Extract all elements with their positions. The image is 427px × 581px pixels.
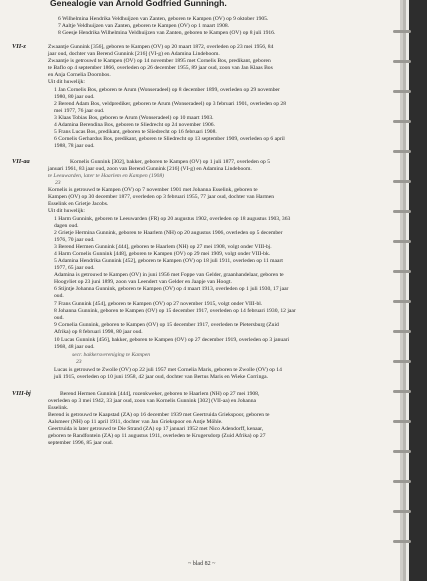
list-item: 8 Geesje Hendrika Wilhelmina Veldhuijzen van Zanten, geboren te Kampen (OV) op 8 juli 1916. bbox=[58, 30, 276, 36]
paragraph-line: Berend Hermen Gunnink [444], rozenkweker, geboren te Haarlem (NH) op 27 mei 1908, bbox=[60, 391, 260, 397]
binding-ring bbox=[393, 450, 411, 453]
paragraph-line: Kornelis is getrouwd te Kampen (OV) op 7 november 1901 met Johanna Esselink, geboren te bbox=[48, 187, 258, 193]
binding-ring bbox=[393, 360, 411, 363]
binding-ring bbox=[393, 480, 411, 483]
paragraph-line: Uit dit huwelijk: bbox=[48, 208, 85, 214]
page-header: Genealogie van Arnold Godfried Gunningh. bbox=[50, 0, 227, 8]
list-item: Hoogvliet op 23 juni 1899, zoon van Leendert van Gelder en Jaapje van Hoogt. bbox=[54, 279, 232, 285]
list-item: 2 Grietje Hermina Gunnink, geboren te Haarlem (NH) op 20 augustus 1906, overleden op 5 december bbox=[54, 230, 283, 236]
paragraph-line: januari 1961, 83 jaar oud, zoon van Berend Gunnink [216] (VI-g) en Adamina Lindeboom. bbox=[48, 166, 252, 172]
paragraph-line: Aalsmeer (NH) op 11 april 1911, dochter van Jan Griekspoor en Antje Möhle. bbox=[48, 419, 223, 425]
paragraph-line: te Baflo op 4 september 1866, overleden op 26 december 1955, 89 jaar oud, zoon van Jan Klaas Bos bbox=[48, 65, 273, 71]
binding-ring bbox=[393, 330, 411, 333]
list-item: 1977, 65 jaar oud. bbox=[54, 265, 95, 271]
list-item: 9 Cornelia Gunnink, geboren te Kampen (OV) op 15 december 1917, overleden te Pietersburg (Zuid bbox=[54, 322, 279, 328]
paragraph-line: Zwaantje Gunnink [356], geboren te Kampen (OV) op 20 maart 1872, overleden op 23 mei 1956, 84 bbox=[48, 44, 274, 50]
list-item: 5 Frans Lucas Bos, predikant, geboren te Sliedrecht op 16 februari 1908. bbox=[54, 129, 217, 135]
paragraph-line: september 1996, 85 jaar oud. bbox=[48, 440, 113, 446]
paragraph-line: jaar oud, dochter van Berend Gunnink [216] (VI-g) en Adamina Lindeboom. bbox=[48, 51, 220, 57]
paragraph-line: Kampen (OV) op 30 december 1877, overleden op 3 februari 1955, 77 jaar oud, dochter van Harmen bbox=[48, 194, 275, 200]
list-item: 8 Johanna Gunnink, geboren te Kampen (OV) op 15 december 1917, overleden op 14 februari 1930, 12 jaar bbox=[54, 308, 296, 314]
paragraph-line: Zwaantje is getrouwd te Kampen (OV) op 14 november 1895 met Cornelis Bos, predikant, geboren bbox=[48, 58, 271, 64]
binding-ring bbox=[393, 420, 411, 423]
binding-ring bbox=[393, 300, 411, 303]
list-item: 3 Berend Hermen Gunnink [444], geboren te Haarlem (NH) op 27 mei 1908, volgt onder VIII-bj. bbox=[54, 244, 272, 250]
binding-ring bbox=[393, 540, 411, 543]
list-item: 1 Jan Cornelis Bos, geboren te Arum (Wonseradeel) op 8 december 1899, overleden op 29 november bbox=[54, 87, 280, 93]
generation-label: VII-aa bbox=[12, 158, 30, 165]
list-item: 1976, 70 jaar oud. bbox=[54, 237, 95, 243]
binding-ring bbox=[393, 60, 411, 63]
list-item: Adamina is getrouwd te Kampen (OV) in juni 1956 met Foppe van Gelder, graanhandelaar, geboren te bbox=[54, 272, 284, 278]
list-item: 6 Cornelis Gerhardus Bos, predikant, geboren te Sliedrecht op 13 september 1909, overleden op 6 april bbox=[54, 136, 285, 142]
page-footer: ~ blad 82 ~ bbox=[188, 561, 216, 567]
binding-ring bbox=[393, 390, 411, 393]
list-item: 7 Aaltje Veldhuijzen van Zanten, geboren te Kampen (OV) op 1 maart 1908. bbox=[58, 23, 230, 29]
list-item: 10 Lucas Gunnink [456], bakker, geboren te Kampen (OV) op 27 december 1919, overleden op 3 januari bbox=[54, 337, 290, 343]
generation-label: VII-z bbox=[12, 43, 26, 50]
paragraph-line: Uit dit huwelijk: bbox=[48, 79, 85, 85]
list-item: 6 Wilhelmina Hendrika Veldhuijzen van Zanten, geboren te Kampen (OV) op 9 oktober 1905. bbox=[58, 16, 269, 22]
list-item: 2 Berend Adam Bos, veldprediker, geboren te Arum (Wonseradeel) op 3 februari 1901, overleden op 28 bbox=[54, 101, 287, 107]
binding-ring bbox=[393, 150, 411, 153]
handwritten-note: secr. bakkersvereniging te Kampen bbox=[72, 352, 151, 358]
list-item: 4 Adamina Berendina Bos, geboren te Sliedrecht op 24 november 1906. bbox=[54, 122, 215, 128]
list-item: 1 Harm Gunnink, geboren te Leeuwarden (FR) op 20 augustus 1902, overleden op 18 augustus 1903, 363 bbox=[54, 216, 291, 222]
binding-ring bbox=[393, 240, 411, 243]
binding-ring bbox=[393, 510, 411, 513]
list-item: mei 1977, 76 jaar oud. bbox=[54, 108, 105, 114]
paragraph-line: Berend is getrouwd te Kaapstad (ZA) op 16 december 1939 met Geertruida Griekspoor, geboren te bbox=[48, 412, 270, 418]
list-item: 7 Frans Gunnink [454], geboren te Kampen (OV) op 27 november 1915, volgt onder VIII-bl. bbox=[54, 301, 263, 307]
list-item: 1988, 78 jaar oud. bbox=[54, 143, 95, 149]
list-item: 1980, 80 jaar oud. bbox=[54, 94, 95, 100]
binding-ring bbox=[393, 120, 411, 123]
handwritten-note: te Leeuwarden, later te Haarlem en Kampen (1908) bbox=[48, 173, 164, 179]
list-item: Afrika) op 8 februari 1998, 80 jaar oud. bbox=[54, 329, 143, 335]
paragraph-line: en Anja Cornelia Doornbos. bbox=[48, 72, 111, 78]
paragraph-line: Geertruida is later getrouwd te Die Strand (ZA) op 17 januari 1952 met Nico Adendorff, kenaar, bbox=[48, 426, 264, 432]
list-item: oud. bbox=[54, 315, 64, 321]
list-item: Lucas is getrouwd te Zwolle (OV) op 22 juli 1957 met Cornelia Maris, geboren te Zwolle (OV) op 14 bbox=[54, 367, 282, 373]
binding-ring bbox=[393, 270, 411, 273]
list-item: 5 Adamina Hendrika Gunnink [452], geboren te Kampen (OV) op 18 juli 1911, overleden op 11 maart bbox=[54, 258, 283, 264]
binding-ring bbox=[393, 210, 411, 213]
binding-edge bbox=[400, 0, 427, 581]
generation-label: VIII-bj bbox=[12, 390, 31, 397]
list-item: 4 Harm Cornelis Gunnink [448], geboren te Kampen (OV) op 29 mei 1909, volgt onder VIII-bk. bbox=[54, 251, 271, 257]
list-item: dagen oud. bbox=[54, 223, 79, 229]
list-item: 6 Stijntje Johanna Gunnink, geboren te Kampen (OV) op 4 maart 1913, overleden op 1 juli 1930, 17 jaar bbox=[54, 286, 289, 292]
list-item: juli 1915, overleden op 10 juni 1958, 42 jaar oud, dochter van Bertus Maris en Wieke Corringa. bbox=[54, 374, 269, 380]
paragraph-line: Kornelis Gunnink [302], bakker, geboren te Kampen (OV) op 1 juli 1877, overleden op 5 bbox=[70, 159, 271, 165]
list-item: 3 Klaas Tobias Bos, geboren te Arum (Wonseradeel) op 10 maart 1903. bbox=[54, 115, 214, 121]
binding-ring bbox=[393, 30, 411, 33]
paragraph-line: Esselink. bbox=[48, 405, 69, 411]
list-item: oud. bbox=[54, 293, 64, 299]
paragraph-line: Esselink en Grietje Jacobs. bbox=[48, 201, 109, 207]
handwritten-note-number: 23 bbox=[76, 359, 82, 365]
paragraph-line: overleden op 3 mei 1942, 33 jaar oud, zoon van Kornelis Gunnink [302] (VII-aa) en Johanna bbox=[48, 398, 256, 404]
handwritten-note-number: 23 bbox=[55, 180, 61, 186]
paragraph-line: geboren te Randfontein (ZA) op 11 augustus 1911, overleden te Krugersdorp (Zuid Afrika) op 27 bbox=[48, 433, 266, 439]
binding-ring bbox=[393, 90, 411, 93]
binding-ring bbox=[393, 180, 411, 183]
list-item: 1968, 48 jaar oud. bbox=[54, 344, 95, 350]
